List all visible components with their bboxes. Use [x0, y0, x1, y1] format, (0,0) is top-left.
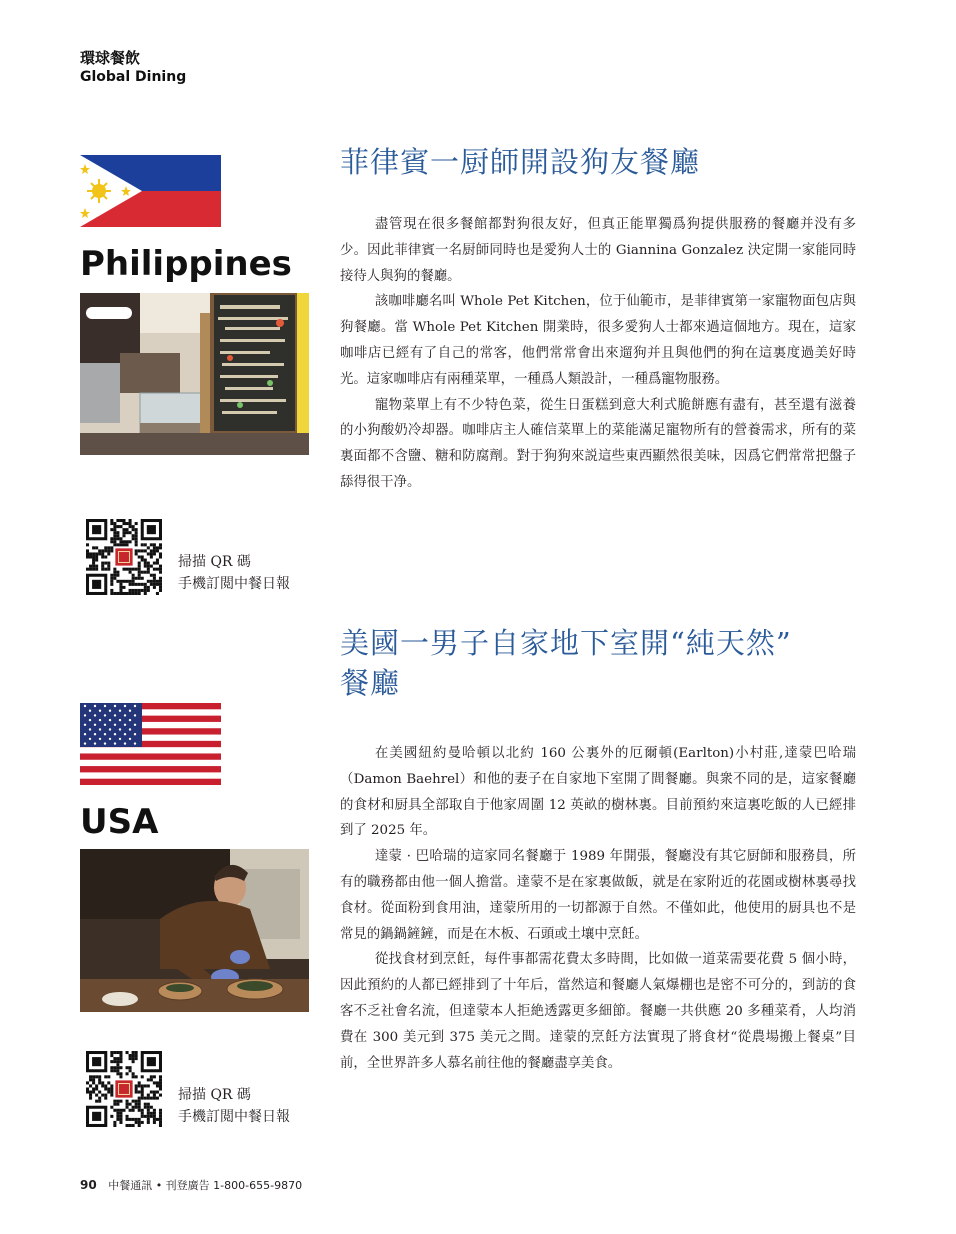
section-title-en: Global Dining [80, 69, 187, 85]
paragraph: 達蒙 · 巴哈瑞的這家同名餐廳于 1989 年開張，餐廳没有其它厨師和服務員，所有的職務都由他一個人擔當。達蒙不是在家裏做飯，就是在家附近的花園或樹林裏尋找食材。從面粉到食用油，達蒙所用的一切都源于自然。不僅如此，他使用的厨具也不是常見的鍋鍋鏟鏟，而是在木板、石頭或土壤中烹飪。 [340, 849, 856, 942]
qr-caption-line: 手機訂閲中餐日報 [178, 1109, 290, 1125]
country-label-philippines: Philippines [80, 244, 292, 284]
headline-usa [340, 623, 792, 703]
page-footer [80, 1177, 302, 1193]
headline-line: 美國一男子自家地下室開“純天然” [340, 626, 792, 660]
chef-preparing-food-photo [80, 849, 309, 1012]
qr-code-icon[interactable] [86, 519, 162, 595]
philippines-flag-icon [80, 155, 221, 227]
paragraph: 寵物菜單上有不少特色菜，從生日蛋糕到意大利式脆餅應有盡有，甚至還有滋養的小狗酸奶冷却器。咖啡店主人確信菜單上的菜能滿足寵物所有的營養需求，所有的菜裏面都不含鹽、糖和防腐劑。對于狗狗來説這些東西顯然很美味，因爲它們常常把盤子舔得很干净。 [340, 397, 856, 490]
country-label-usa: USA [80, 802, 159, 842]
qr-caption [178, 1084, 290, 1128]
qr-code-icon[interactable] [86, 1051, 162, 1127]
page-number: 90 [80, 1178, 97, 1192]
paragraph: 從找食材到烹飪，每件事都需花費太多時間，比如做一道菜需要花費 5 個小時，因此預約的人都已經排到了十年后，當然這和餐廳人氣爆棚也是密不可分的，到訪的食客不乏社會名流，但達蒙本人拒絶透露更多細節。餐廳一共供應 20 多種菜肴，人均消費在 300 美元到 375 美元之間。達蒙的烹飪方法實現了將食材“從農場搬上餐桌”目前，全世界許多人慕名前往他的餐廳盡享美食。 [340, 952, 856, 1071]
qr-caption-line: 手機訂閲中餐日報 [178, 576, 290, 592]
paragraph: 在美國紐約曼哈頓以北約 160 公裏外的厄爾頓(Earlton)小村莊,達蒙巴哈瑞（Damon Baehrel）和他的妻子在自家地下室開了間餐廳。與衆不同的是，這家餐廳的食材和厨具全部取自于他家周圍 12 英畝的樹林裏。目前預約來這裏吃飯的人已經排到了 2025 年。 [340, 746, 856, 839]
footer-text: 中餐通訊 • 刊登廣告 1-800-655-9870 [108, 1179, 303, 1192]
qr-caption-line: 掃描 QR 碼 [178, 554, 251, 570]
headline-line: 餐廳 [340, 666, 401, 700]
article-body-usa [340, 741, 856, 1076]
paragraph: 盡管現在很多餐館都對狗很友好，但真正能單獨爲狗提供服務的餐廳并没有多少。因此菲律賓一名厨師同時也是愛狗人士的 Giannina Gonzalez 決定開一家能同時接待人與狗的餐廳。 [340, 217, 856, 284]
qr-caption-line: 掃描 QR 碼 [178, 1087, 251, 1103]
section-header [80, 48, 186, 86]
article-body-philippines [340, 212, 856, 496]
section-title-zh: 環球餐飲 [80, 49, 141, 67]
paragraph: 該咖啡廳名叫 Whole Pet Kitchen，位于仙範市，是菲律賓第一家寵物面包店與狗餐廳。當 Whole Pet Kitchen 開業時，很多愛狗人士都來過這個地方。現在，這家咖啡店已經有了自己的常客，他們常常會出來遛狗并且與他們的狗在這裏度過美好時光。這家咖啡店有兩種菜單，一種爲人類設計，一種爲寵物服務。 [340, 294, 856, 387]
headline-philippines: 菲律賓一厨師開設狗友餐廳 [340, 145, 701, 179]
whole-pet-kitchen-cafe-photo [80, 293, 309, 455]
qr-caption [178, 551, 290, 595]
usa-flag-icon [80, 703, 221, 785]
